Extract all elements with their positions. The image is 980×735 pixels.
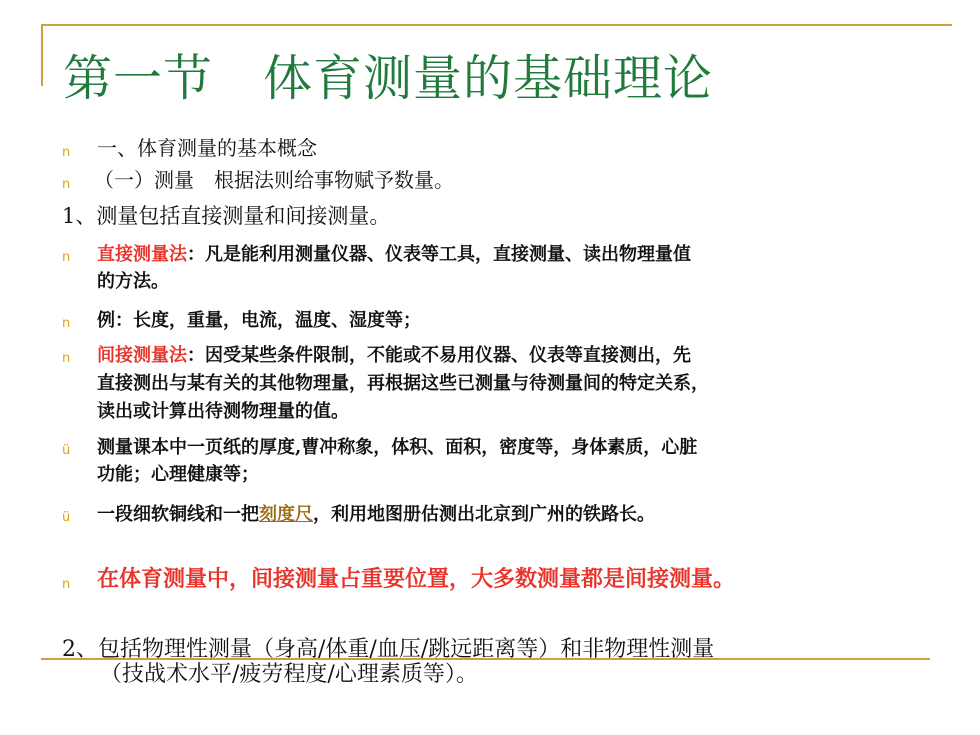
indirect-method-line-3: 读出或计算出待测物理量的值。 [97, 401, 349, 422]
slide-title: 第一节 体育测量的基础理论 [63, 50, 714, 107]
numbered-paragraph-2-line-2: （技战术水平/疲劳程度/心理素质等）。 [100, 662, 478, 687]
direct-method-line-1 [97, 241, 691, 268]
bullet-icon: n [62, 145, 71, 160]
example-line: 例：长度，重量，电流，温度、湿度等； [97, 310, 421, 331]
frame-left-line [41, 24, 43, 86]
sub-example-1-line-2: 功能；心理健康等； [97, 464, 259, 485]
bullet-icon: n [62, 250, 71, 265]
section-heading: 一、体育测量的基本概念 [97, 136, 317, 160]
indirect-term: 间接测量法 [97, 345, 187, 366]
frame-top-line [41, 24, 952, 26]
bullet-icon: n [62, 577, 71, 592]
direct-method-line-2: 的方法。 [97, 271, 169, 292]
indirect-def: ：因受某些条件限制，不能或不易用仪器、仪表等直接测出，先 [187, 345, 691, 366]
ruler-link[interactable]: 刻度尺 [259, 504, 313, 525]
emphasis-statement: 在体育测量中，间接测量占重要位置，大多数测量都是间接测量。 [97, 566, 736, 592]
check-bullet-icon: ü [62, 510, 71, 525]
sub-example-1-line-1: 测量课本中一页纸的厚度,曹冲称象，体积、面积，密度等，身体素质，心脏 [97, 437, 698, 458]
direct-term: 直接测量法 [97, 244, 187, 265]
check-bullet-icon: ü [62, 443, 71, 458]
indirect-method-line-1 [97, 342, 691, 369]
sub-example-2 [97, 501, 655, 528]
sub-example-2-tail: ，利用地图册估测出北京到广州的铁路长。 [313, 504, 655, 525]
numbered-paragraph-1: 1、测量包括直接测量和间接测量。 [62, 204, 391, 228]
bullet-icon: n [62, 351, 71, 366]
direct-def: ：凡是能利用测量仪器、仪表等工具，直接测量、读出物理量值 [187, 244, 691, 265]
bullet-icon: n [62, 316, 71, 331]
indirect-method-line-2: 直接测出与某有关的其他物理量，再根据这些已测量与待测量间的特定关系， [97, 373, 709, 394]
sub-example-2-text: 一段细软铜线和一把 [97, 504, 259, 525]
definition-line: （一）测量 根据法则给事物赋予数量。 [94, 168, 454, 192]
numbered-paragraph-2-line-1: 2、包括物理性测量（身高/体重/血压/跳远距离等）和非物理性测量 [62, 637, 715, 662]
bullet-icon: n [62, 177, 71, 192]
